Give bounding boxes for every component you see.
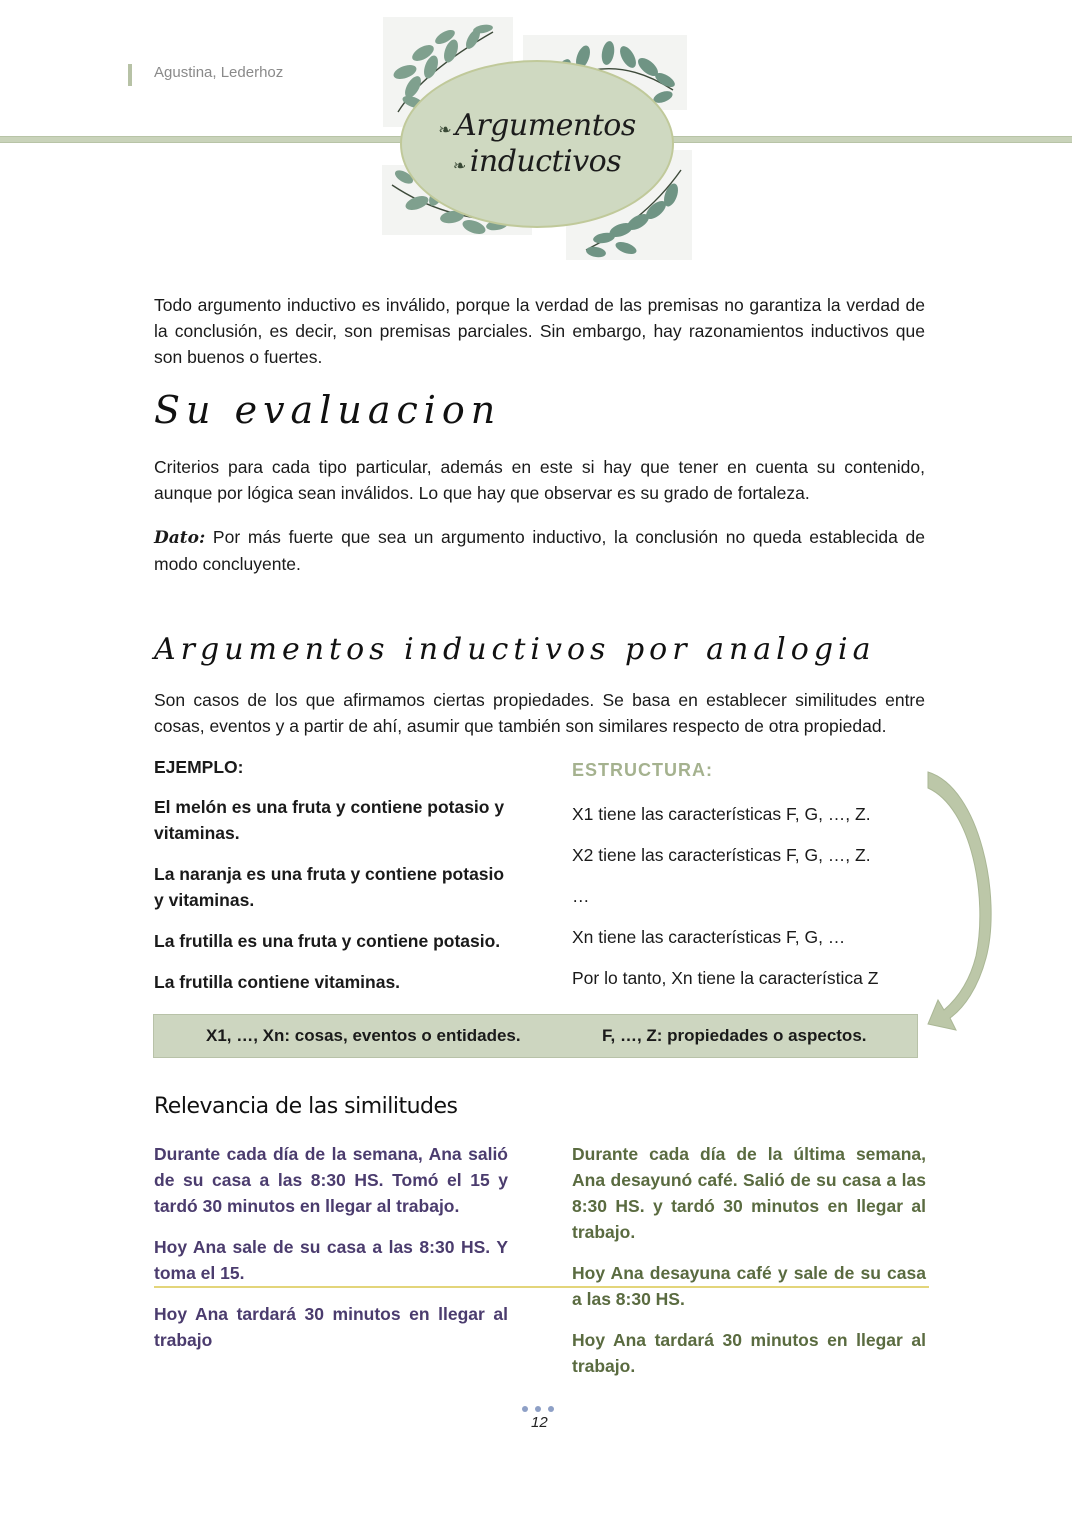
estructura-line: … — [572, 886, 590, 906]
dato-text: Por más fuerte que sea un argumento inductivo, la conclusión no queda establecida de modo concluyente. — [154, 527, 925, 574]
ejemplo-conclusion: La frutilla contiene vitaminas. — [154, 972, 401, 992]
ejemplo-premise: La frutilla es una fruta y contiene potasio. — [154, 931, 501, 951]
page-dots-icon — [522, 1406, 554, 1412]
legend-x-variables: X1, …, Xn: cosas, eventos o entidades. — [206, 1026, 521, 1045]
ejemplo-premise: El melón es una fruta y contiene potasio y vitaminas. — [154, 797, 505, 843]
estructura-column — [572, 757, 927, 1006]
relevancia-right-conclusion: Hoy Ana tardará 30 minutos en llegar al trabajo. — [572, 1330, 926, 1376]
page-title-badge — [400, 60, 674, 228]
relevancia-right-premise: Durante cada día de la última semana, Ana desayunó café. Salió de su casa a las 8:30 HS. y tardó 30 minutos en llegar al trabajo. — [572, 1144, 926, 1242]
legend-f-properties: F, …, Z: propiedades o aspectos. — [602, 1026, 867, 1045]
conclusion-divider-line — [154, 1286, 929, 1288]
author-name: Agustina, Lederhoz — [154, 64, 284, 81]
page-number: 12 — [531, 1414, 548, 1431]
page-title-line1: ❧ Argumentos — [438, 108, 635, 144]
relevancia-left-premise: Durante cada día de la semana, Ana salió de su casa a las 8:30 HS. Tomó el 15 y tardó 30 minutos en llegar al trabajo. — [154, 1144, 508, 1216]
estructura-line: Xn tiene las características F, G, … — [572, 927, 846, 947]
relevancia-left-premise: Hoy Ana sale de su casa a las 8:30 HS. Y toma el 15. — [154, 1237, 508, 1283]
curved-arrow-icon — [920, 768, 1000, 1048]
dato-label: Dato: — [154, 528, 206, 548]
section-heading-relevancia: Relevancia de las similitudes — [154, 1094, 458, 1119]
estructura-heading: ESTRUCTURA: — [572, 760, 713, 780]
intro-paragraph: Todo argumento inductivo es inválido, porque la verdad de las premisas no garantiza la verdad de la conclusión, es decir, son premisas parciales. Sin embargo, hay razonamientos inductivos que son buenos o fuertes. — [154, 295, 925, 367]
section-heading-evaluacion: Su evaluacion — [154, 388, 502, 432]
ejemplo-heading: EJEMPLO: — [154, 757, 244, 777]
estructura-line: X1 tiene las características F, G, …, Z. — [572, 804, 871, 824]
evaluacion-paragraph: Criterios para cada tipo particular, además en este si hay que tener en cuenta su contenido, aunque por lógica sean inválidos. Lo que hay que observar es su grado de fortaleza. — [154, 457, 925, 503]
author-accent-bar — [128, 64, 132, 86]
ejemplo-premise: La naranja es una fruta y contiene potasio y vitaminas. — [154, 864, 505, 910]
analogia-paragraph: Son casos de los que afirmamos ciertas propiedades. Se basa en establecer similitudes entre cosas, eventos y a partir de ahí, asumir que también son similares respecto de otra propiedad. — [154, 690, 925, 736]
relevancia-example-right — [572, 1141, 926, 1394]
estructura-line: X2 tiene las características F, G, …, Z. — [572, 845, 871, 865]
relevancia-example-left — [154, 1141, 508, 1368]
dato-paragraph — [154, 524, 925, 577]
ejemplo-column — [154, 754, 514, 1010]
estructura-conclusion: Por lo tanto, Xn tiene la característica Z — [572, 968, 879, 988]
relevancia-left-conclusion: Hoy Ana tardará 30 minutos en llegar al trabajo — [154, 1304, 508, 1350]
section-heading-analogia: Argumentos inductivos por analogia — [154, 632, 876, 667]
variables-legend-bar — [153, 1014, 918, 1058]
page-title-line2: ❧ inductivos — [453, 144, 621, 180]
relevancia-right-premise: Hoy Ana desayuna café y sale de su casa a las 8:30 HS. — [572, 1263, 926, 1309]
